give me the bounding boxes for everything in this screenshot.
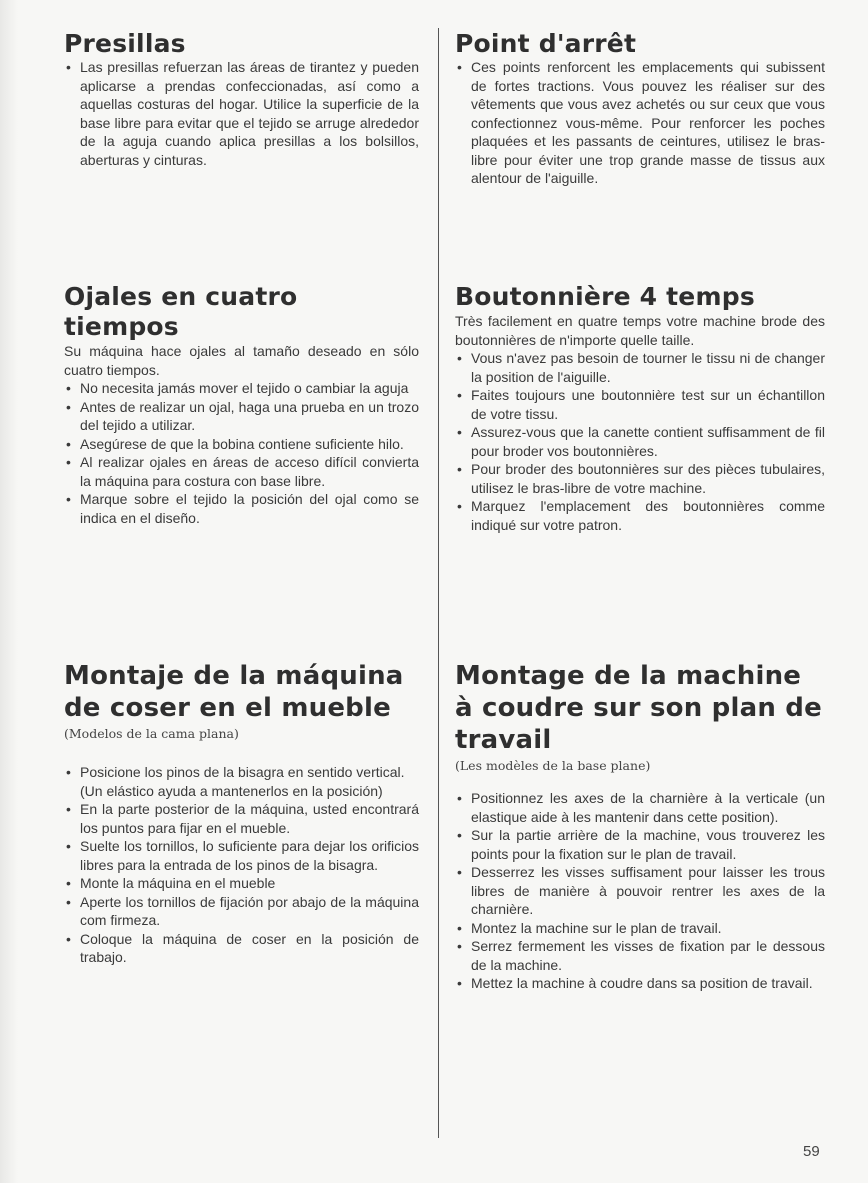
section-title-montaje-line1: Montaje de la máquina [64, 661, 404, 691]
list-item: • Desserrez les visses suffisament pour laisser les trous libres de manière à pouvoir rentrer les axes de la charnière. [455, 863, 825, 919]
boutonniere-list [455, 349, 825, 534]
list-item: • Aperte los tornillos de fijación por abajo de la máquina com firmeza. [64, 893, 419, 930]
montage-list [455, 789, 825, 993]
list-item: • Assurez-vous que la canette contient suffisamment de fil pour broder vos boutonnières. [455, 423, 825, 460]
section-montaje [64, 660, 419, 967]
page-edge-shadow [0, 0, 18, 1183]
list-item: • Asegúrese de que la bobina contiene suficiente hilo. [64, 435, 419, 454]
montage-subtitle: (Les modèles de la base plane) [455, 758, 651, 773]
list-item: • Ces points renforcent les emplacements qui subissent de fortes tractions. Vous pouvez les réaliser sur des vêtements que vous avez achetés ou sur ceux que vous confectionnez vous-même. Pour renforcer les poches plaquées et les passants de ceintures, utilisez le bras-libre pour éviter une trop grande masse de tissus aux alentour de l'aiguille. [455, 58, 825, 188]
list-item-text: Posicione los pinos de la bisagra en sentido vertical. [80, 764, 405, 780]
list-item-note: (Un elástico ayuda a mantenerlos en la posición) [80, 782, 383, 799]
list-item: • Monte la máquina en el mueble [64, 874, 419, 893]
list-item: • Pour broder des boutonnières sur des pièces tubulaires, utilisez le bras-libre de votre machine. [455, 460, 825, 497]
montaje-list [64, 763, 419, 967]
list-item: • Positionnez les axes de la charnière à la verticale (un elastique aide à les mantenir dans cette position). [455, 789, 825, 826]
list-item: • Marque sobre el tejido la posición del ojal como se indica en el diseño. [64, 490, 419, 527]
list-item: • Vous n'avez pas besoin de tourner le tissu ni de changer la position de l'aiguille. [455, 349, 825, 386]
ojales-list [64, 379, 419, 527]
list-item: • No necesita jamás mover el tejido o cambiar la aguja [64, 379, 419, 398]
column-divider [438, 28, 439, 1138]
list-item: • Suelte los tornillos, lo suficiente para dejar los orificios libres para la entrada de los pinos de la bisagra. [64, 837, 419, 874]
list-item: • Sur la partie arrière de la machine, vous trouverez les points pour la fixation sur le plan de travail. [455, 826, 825, 863]
list-item: • Antes de realizar un ojal, haga una prueba en un trozo del tejido a utilizar. [64, 398, 419, 435]
section-title-montage-line3: travail [455, 725, 552, 755]
list-item: • Faites toujours une boutonnière test sur un échantillon de votre tissu. [455, 386, 825, 423]
boutonniere-intro: Très facilement en quatre temps votre machine brode des boutonnières de n'importe quelle taille. [455, 313, 825, 348]
list-item: • Montez la machine sur le plan de travail. [455, 919, 825, 938]
list-item: • En la parte posterior de la máquina, usted encontrará los puntos para fijar en el mueble. [64, 800, 419, 837]
page-number: 59 [803, 1143, 820, 1160]
section-point-arret [455, 30, 825, 188]
montaje-subtitle: (Modelos de la cama plana) [64, 726, 239, 741]
list-item: • Coloque la máquina de coser en la posición de trabajo. [64, 930, 419, 967]
list-item: • Las presillas refuerzan las áreas de tirantez y pueden aplicarse a prendas confeccionadas, así como a aquellas costuras del hogar. Utilice la superficie de la base libre para evitar que el tejido se arruge alrededor de la aguja cuando aplica presillas a los bolsillos, aberturas y cinturas. [64, 58, 419, 169]
section-montage [455, 660, 825, 993]
section-boutonniere [455, 282, 825, 534]
section-title-boutonniere: Boutonnière 4 temps [455, 282, 755, 311]
point-arret-list [455, 58, 825, 188]
section-title-ojales: Ojales en cuatro tiempos [64, 282, 298, 341]
list-item: • Serrez fermement les visses de fixation par le dessous de la machine. [455, 937, 825, 974]
section-title-montage-line2: à coudre sur son plan de [455, 693, 822, 723]
presillas-list [64, 58, 419, 169]
list-item [64, 763, 419, 800]
section-ojales [64, 282, 419, 527]
list-item: • Al realizar ojales en áreas de acceso difícil convierta la máquina para costura con base libre. [64, 453, 419, 490]
section-presillas [64, 30, 419, 169]
ojales-intro: Su máquina hace ojales al tamaño deseado en sólo cuatro tiempos. [64, 343, 419, 378]
section-title-montaje-line2: de coser en el mueble [64, 693, 391, 723]
section-title-presillas: Presillas [64, 29, 186, 58]
section-title-point-arret: Point d'arrêt [455, 29, 637, 58]
section-title-montage-line1: Montage de la machine [455, 661, 802, 691]
list-item: • Marquez l'emplacement des boutonnières comme indiqué sur votre patron. [455, 497, 825, 534]
list-item: • Mettez la machine à coudre dans sa position de travail. [455, 974, 825, 993]
